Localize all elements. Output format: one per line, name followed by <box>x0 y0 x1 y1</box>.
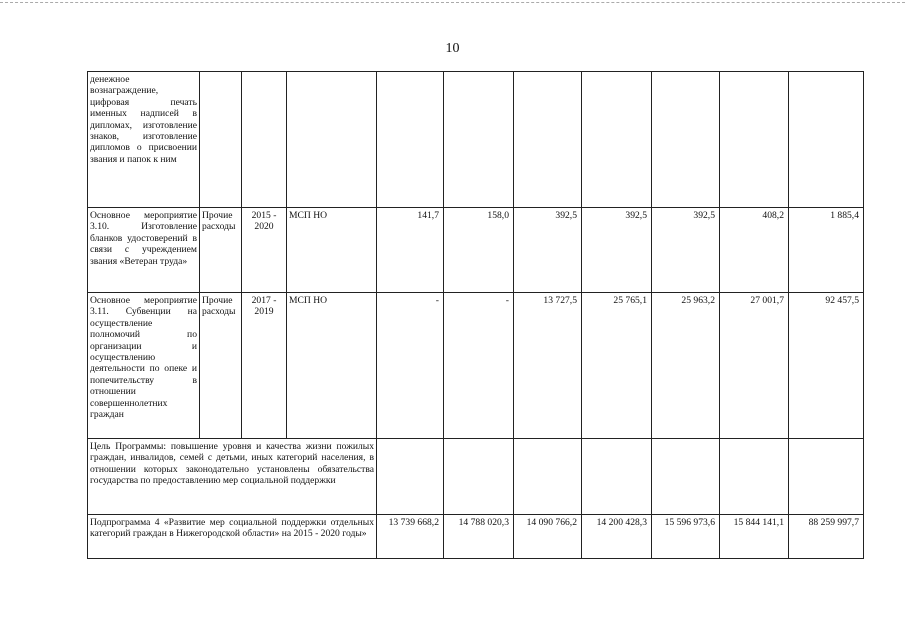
empty-cell <box>720 439 789 515</box>
expense-type-cell: Прочие расходы <box>200 208 242 293</box>
value-cell: 392,5 <box>582 208 652 293</box>
table-row <box>88 293 864 439</box>
table-row <box>88 208 864 293</box>
value-cell: 14 788 020,3 <box>444 515 514 559</box>
goal-row <box>88 439 864 515</box>
executor-cell: МСП НО <box>287 293 377 439</box>
period-cell: 2015 - 2020 <box>242 208 287 293</box>
empty-cell <box>377 439 444 515</box>
total-cell: 88 259 997,7 <box>789 515 864 559</box>
value-cell <box>720 72 789 208</box>
value-cell <box>582 72 652 208</box>
value-cell: 14 200 428,3 <box>582 515 652 559</box>
program-goal-text: Цель Программы: повышение уровня и качества жизни пожилых граждан, инвалидов, семей с детьми, иных категорий населения, в отношении которых законодательно установлены обязательства государства по предоставлению мер социальной поддержки <box>88 439 377 515</box>
value-cell <box>377 72 444 208</box>
empty-cell <box>582 439 652 515</box>
value-cell: 15 596 973,6 <box>652 515 720 559</box>
row-description: денежное вознаграждение, цифровая печать именных надписей в дипломах, изготовление знаков, изготовление дипломов о присвоении звания и папок к ним <box>88 72 200 208</box>
page-top-edge <box>0 2 905 3</box>
empty-cell <box>514 439 582 515</box>
value-cell: 25 765,1 <box>582 293 652 439</box>
value-cell: - <box>444 293 514 439</box>
subprogram-title: Подпрограмма 4 «Развитие мер социальной поддержки отдельных категорий граждан в Нижегородской области» на 2015 - 2020 годы» <box>88 515 377 559</box>
value-cell: 13 727,5 <box>514 293 582 439</box>
value-cell <box>514 72 582 208</box>
empty-cell <box>789 439 864 515</box>
subprogram-row <box>88 515 864 559</box>
row-description: Основное мероприятие 3.11. Субвенции на осуществление полномочий по организации и осуществлению деятельности по опеке и попечительству в отношении совершеннолетних граждан <box>88 293 200 439</box>
total-cell <box>789 72 864 208</box>
value-cell: 158,0 <box>444 208 514 293</box>
total-cell: 92 457,5 <box>789 293 864 439</box>
empty-cell <box>444 439 514 515</box>
value-cell: 408,2 <box>720 208 789 293</box>
period-cell: 2017 - 2019 <box>242 293 287 439</box>
expense-type-cell <box>200 72 242 208</box>
period-cell <box>242 72 287 208</box>
value-cell: 14 090 766,2 <box>514 515 582 559</box>
value-cell <box>652 72 720 208</box>
table-row <box>88 72 864 208</box>
row-description: Основное мероприятие 3.10. Изготовление бланков удостоверений в связи с учреждением звания «Ветеран труда» <box>88 208 200 293</box>
expense-type-cell: Прочие расходы <box>200 293 242 439</box>
value-cell <box>444 72 514 208</box>
value-cell: 13 739 668,2 <box>377 515 444 559</box>
value-cell: 25 963,2 <box>652 293 720 439</box>
page-number: 10 <box>445 41 460 56</box>
value-cell: 392,5 <box>652 208 720 293</box>
value-cell: 15 844 141,1 <box>720 515 789 559</box>
value-cell: - <box>377 293 444 439</box>
value-cell: 27 001,7 <box>720 293 789 439</box>
total-cell: 1 885,4 <box>789 208 864 293</box>
executor-cell <box>287 72 377 208</box>
executor-cell: МСП НО <box>287 208 377 293</box>
program-table <box>87 71 864 559</box>
empty-cell <box>652 439 720 515</box>
value-cell: 141,7 <box>377 208 444 293</box>
value-cell: 392,5 <box>514 208 582 293</box>
